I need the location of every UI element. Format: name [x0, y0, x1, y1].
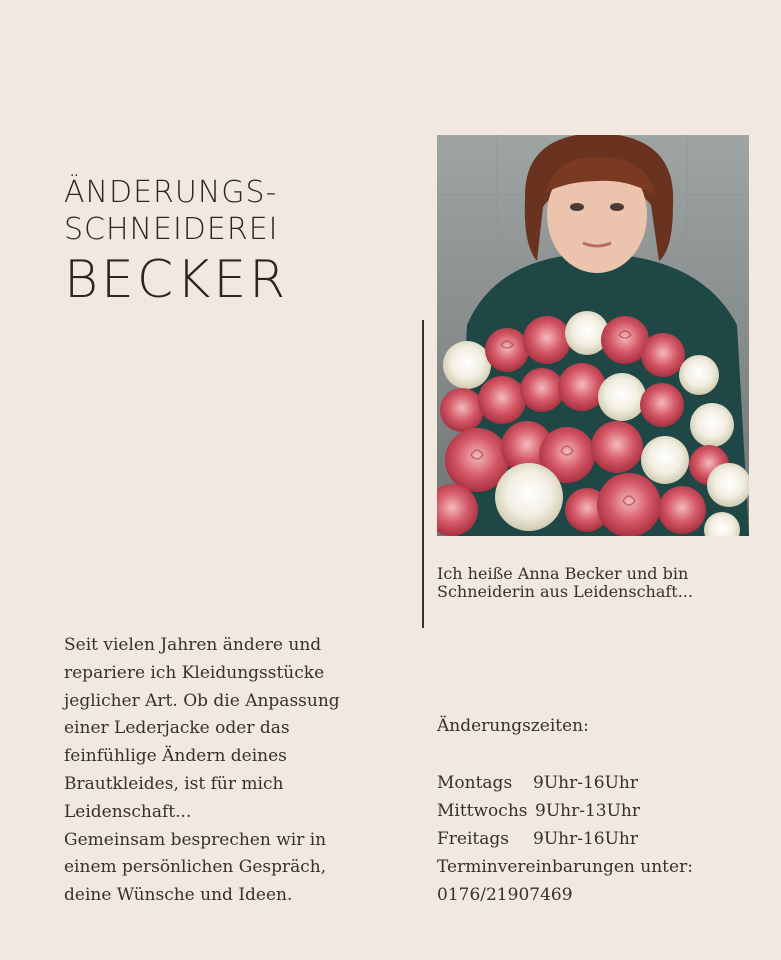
caption-line-1: Ich heiße Anna Becker und bin	[437, 564, 689, 583]
intro-line: deine Wünsche und Ideen.	[64, 885, 293, 906]
intro-line: repariere ich Kleidungsstücke	[64, 662, 325, 683]
vertical-divider	[422, 320, 424, 628]
hours-day: Freitags	[437, 828, 509, 849]
contact-phone[interactable]: 0176/21907469	[437, 884, 573, 905]
contact-label: Terminvereinbarungen unter:	[437, 857, 693, 877]
intro-line: Seit vielen Jahren ändere und	[64, 635, 322, 655]
photo-caption	[437, 565, 757, 601]
caption-line-2: Schneiderin aus Leidenschaft...	[437, 582, 693, 601]
contact-block	[437, 854, 693, 910]
hours-time: 9Uhr-16Uhr	[533, 773, 638, 793]
heading-business-name: BECKER	[64, 250, 289, 310]
intro-line: Leidenschaft...	[64, 801, 192, 822]
hours-time: 9Uhr-16Uhr	[533, 828, 638, 849]
hours-day: Mittwochs	[437, 800, 528, 821]
hours-day: Montags	[437, 773, 513, 793]
hours-time: 9Uhr-13Uhr	[535, 800, 640, 821]
intro-line: Brautkleides, ist für mich	[64, 773, 284, 794]
intro-line: einer Lederjacke oder das	[64, 718, 290, 739]
portrait-photo-illustration	[437, 135, 749, 536]
intro-paragraph	[64, 632, 394, 910]
hours-title: Änderungszeiten:	[437, 716, 589, 736]
intro-line: Gemeinsam besprechen wir in	[64, 829, 327, 850]
heading-line-2: SCHNEIDEREI	[64, 212, 279, 247]
intro-line: feinfühlige Ändern deines	[64, 746, 287, 767]
portrait-photo	[437, 135, 749, 536]
heading-line-1: ÄNDERUNGS-	[64, 175, 278, 210]
intro-line: einem persönlichen Gespräch,	[64, 857, 327, 878]
intro-line: jeglicher Art. Ob die Anpassung	[64, 690, 340, 711]
